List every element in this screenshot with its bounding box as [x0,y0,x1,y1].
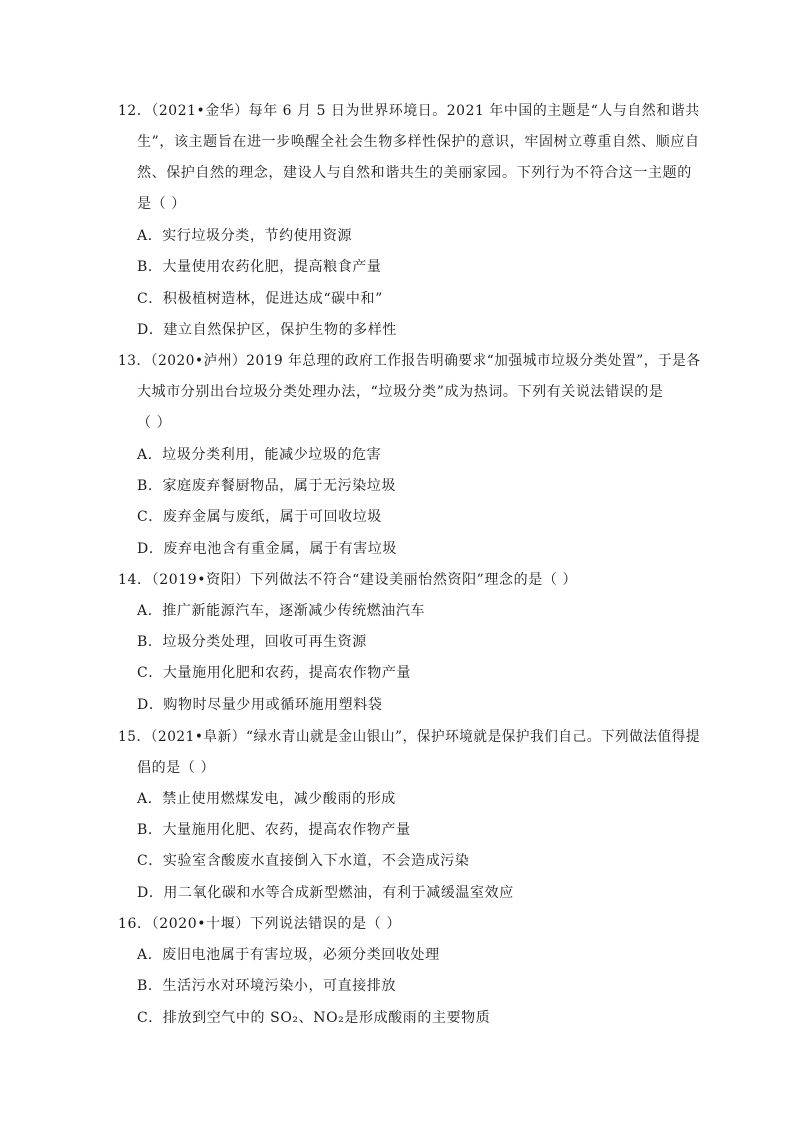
question-number: 16． [118,916,152,932]
question-stem-line: （ ） [137,415,172,431]
question-stem-line: 14．（2019•资阳）下列做法不符合“建设美丽怡然资阳”理念的是（ ） [118,572,578,588]
option-b: B．垃圾分类处理，回收可再生资源 [137,634,367,650]
option-a: A．禁止使用燃煤发电，减少酸雨的形成 [137,791,396,807]
question-stem-line: 16．（2020•十堰）下列说法错误的是（ ） [118,916,401,932]
option-d: D．建立自然保护区，保护生物的多样性 [137,322,398,338]
option-b: B．大量使用农药化肥，提高粮食产量 [137,259,382,275]
option-c: C．实验室含酸废水直接倒入下水道，不会造成污染 [137,853,470,869]
question-number: 12． [118,103,152,119]
option-b: B．家庭废弃餐厨物品，属于无污染垃圾 [137,478,397,494]
question-stem-line: 12．（2021•金华）每年 6 月 5 日为世界环境日。2021 年中国的主题是“人与自然和谐共 [118,103,700,119]
option-c: C．大量施用化肥和农药，提高农作物产量 [137,665,412,681]
question-stem-line: 生”，该主题旨在进一步唤醒全社会生物多样性保护的意识，牢固树立尊重自然、顺应自 [137,134,700,150]
option-c: C．积极植树造林，促进达成“碳中和” [137,291,383,307]
question-number: 13． [118,353,151,369]
option-a: A．废旧电池属于有害垃圾，必须分类回收处理 [137,947,440,963]
question-stem-line: 是（ ） [137,196,186,212]
question-number: 14． [118,572,152,588]
option-d: D．购物时尽量少用或循环施用塑料袋 [137,697,383,713]
question-stem-line: 13．（2020•泸州）2019 年总理的政府工作报告明确要求“加强城市垃圾分类处置”，于是各 [118,353,701,369]
option-c: C．废弃金属与废纸，属于可回收垃圾 [137,509,382,525]
question-stem-line: 大城市分别出台垃圾分类处理办法，“垃圾分类”成为热词。下列有关说法错误的是 [137,384,664,400]
option-d: D．废弃电池含有重金属，属于有害垃圾 [137,541,398,557]
question-stem-line: 然、保护自然的理念，建设人与自然和谐共生的美丽家园。下列行为不符合这一主题的 [137,165,692,181]
option-c: C．排放到空气中的 SO₂、NO₂是形成酸雨的主要物质 [137,1010,491,1026]
option-b: B．大量施用化肥、农药，提高农作物产量 [137,822,411,838]
question-stem-line: 15．（2021•阜新）“绿水青山就是金山银山”，保护环境就是保护我们自己。下列做法值得提 [118,729,701,745]
question-number: 15． [118,729,151,745]
question-stem-line: 倡的是（ ） [137,760,216,776]
option-a: A．垃圾分类利用，能减少垃圾的危害 [137,447,382,463]
option-a: A．实行垃圾分类，节约使用资源 [137,228,353,244]
option-b: B．生活污水对环境污染小，可直接排放 [137,978,397,994]
option-d: D．用二氧化碳和水等合成新型燃油，有利于减缓温室效应 [137,885,514,901]
option-a: A．推广新能源汽车，逐渐减少传统燃油汽车 [137,603,426,619]
